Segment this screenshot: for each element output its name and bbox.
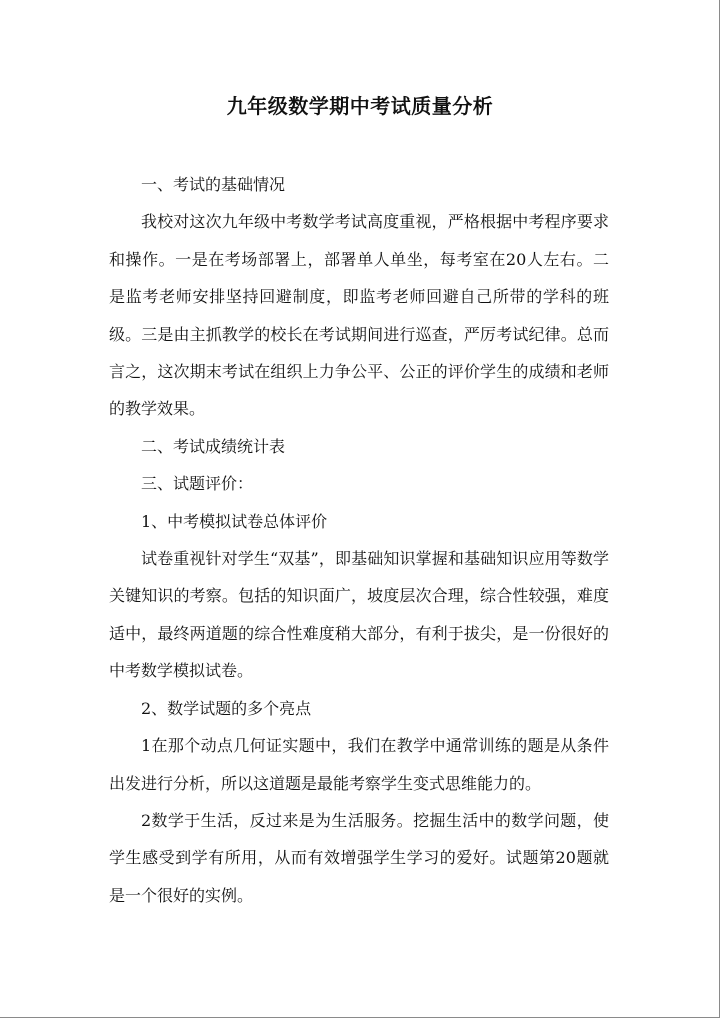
paragraph-highlight-1: 1在那个动点几何证实题中，我们在教学中通常训练的题是从条件出发进行分析，所以这道题是最能考察学生变式思维能力的。 — [109, 736, 609, 793]
section-heading-basic-info: 一、考试的基础情况 — [141, 175, 286, 194]
document-body — [109, 166, 609, 914]
section-heading-question-evaluation: 三、试题评价： — [141, 474, 254, 494]
subsection-heading-overall-evaluation: 1、中考模拟试卷总体评价 — [141, 511, 328, 531]
section-heading-score-table: 二、考试成绩统计表 — [141, 436, 286, 456]
subsection-heading-highlights: 2、数学试题的多个亮点 — [141, 698, 312, 718]
paragraph-highlight-2: 2数学于生活，反过来是为生活服务。挖掘生活中的数学问题，使学生感受到学有所用，从而有效增强学生学习的爱好。试题第20题就是一个很好的实例。 — [109, 810, 609, 905]
paragraph-basic-info: 我校对这次九年级中考数学考试高度重视，严格根据中考程序要求和操作。一是在考场部署上，部署单人单坐，每考室在20人左右。二是监考老师安排坚持回避制度，即监考老师回避自己所带的学科的班级。三是由主抓教学的校长在考试期间进行巡查，严厉考试纪律。总而言之，这次期末考试在组织上力争公平、公正的评价学生的成绩和老师的教学效果。 — [109, 212, 609, 419]
paragraph-overall-evaluation: 试卷重视针对学生“双基”，即基础知识掌握和基础知识应用等数学关键知识的考察。包括的知识面广，坡度层次合理，综合性较强，难度适中，最终两道题的综合性难度稍大部分，有利于拔尖，是一份很好的中考数学模拟试卷。 — [109, 549, 609, 681]
document-title: 九年级数学期中考试质量分析 — [226, 94, 494, 118]
